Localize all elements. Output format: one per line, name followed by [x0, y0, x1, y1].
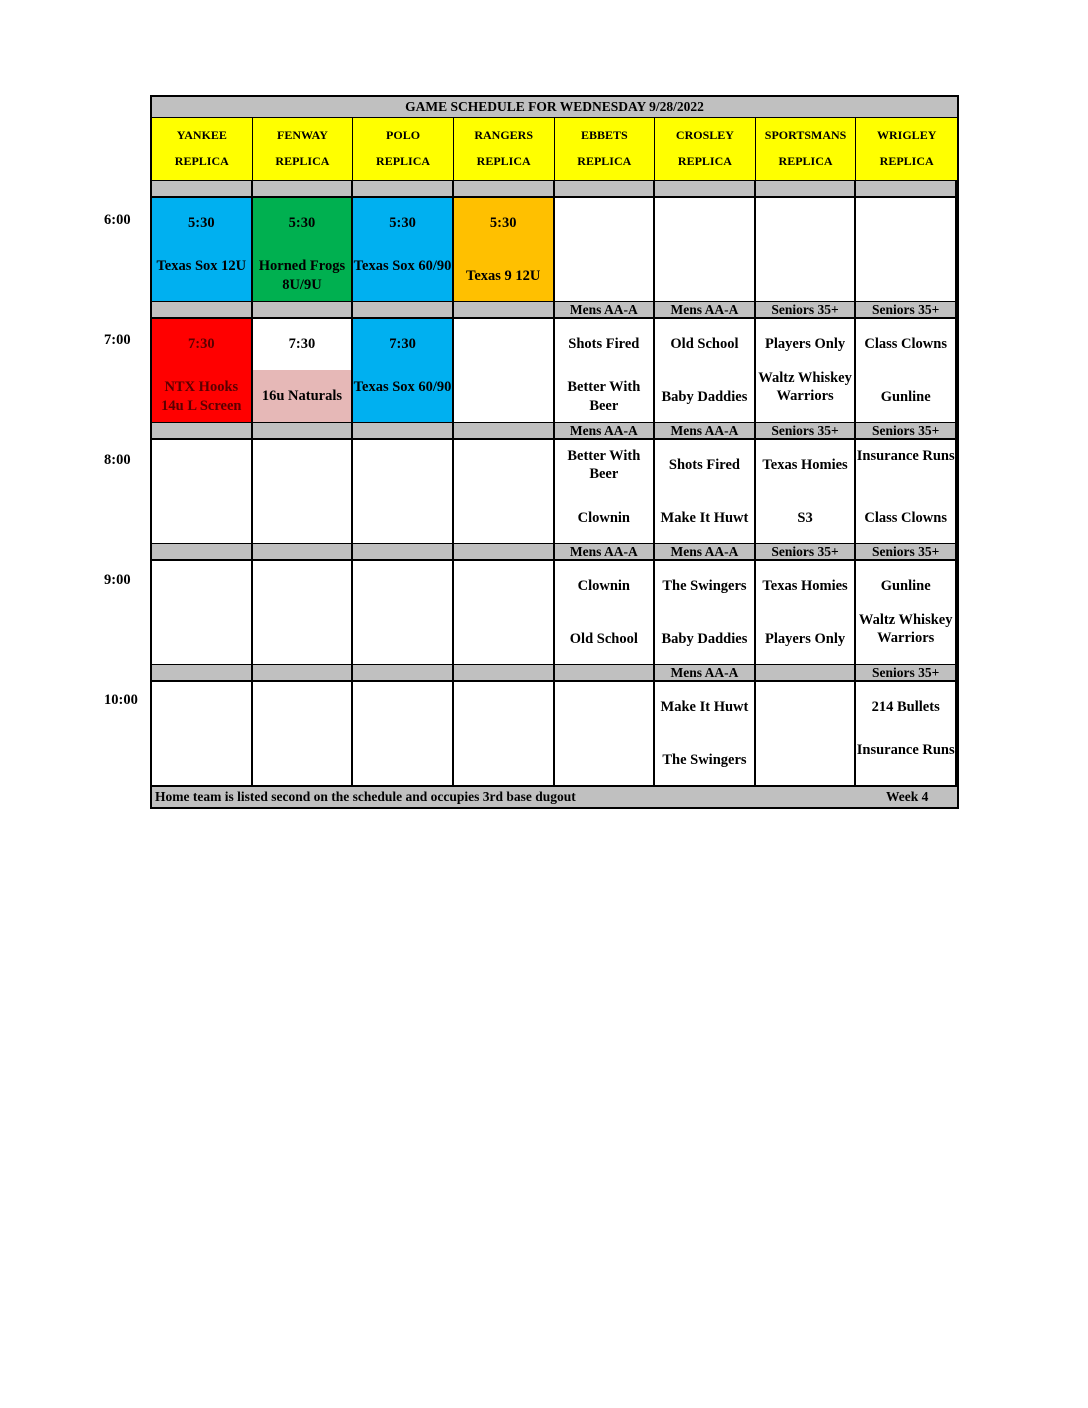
game-bottom-text: 16u Naturals: [261, 388, 343, 404]
field-header-crosley: [655, 118, 756, 180]
division-label: [856, 181, 957, 196]
game-bottom-text: Old School: [569, 631, 638, 647]
division-label: Mens AA-A: [555, 302, 656, 317]
game-top-text: Insurance Runs: [856, 448, 955, 464]
game-cell: [253, 319, 354, 422]
schedule-title: GAME SCHEDULE FOR WEDNESDAY 9/28/2022: [152, 97, 957, 118]
division-row: [152, 664, 957, 682]
game-bottom-text: S3: [797, 510, 813, 526]
week-label: Week 4: [886, 789, 929, 804]
game-cell: [756, 682, 857, 785]
game-bottom-text: Texas Sox 60/90: [353, 258, 452, 274]
game-top-text: Gunline: [880, 578, 931, 594]
field-name: RANGERS: [474, 128, 534, 142]
game-top-text: Old School: [670, 336, 739, 352]
game-bottom-text: Baby Daddies: [661, 389, 748, 405]
game-bottom-text: The Swingers: [662, 752, 747, 768]
division-label: [253, 423, 354, 438]
field-subtitle: REPLICA: [577, 154, 632, 168]
game-bottom-text: Better With Beer: [567, 379, 641, 414]
game-cell: [454, 682, 555, 785]
time-label: 10:00: [104, 692, 138, 708]
division-label: Seniors 35+: [856, 302, 957, 317]
time-slot-row: [152, 561, 957, 664]
field-subtitle: REPLICA: [778, 154, 833, 168]
game-cell: [152, 561, 253, 664]
field-header-ebbets: [555, 118, 656, 180]
game-cell: [655, 440, 756, 543]
division-row: [152, 543, 957, 561]
division-label: [152, 302, 253, 317]
division-label: [454, 423, 555, 438]
game-cell: [152, 198, 253, 301]
division-label: Seniors 35+: [856, 423, 957, 438]
division-label: Seniors 35+: [856, 665, 957, 680]
game-cell: [756, 440, 857, 543]
game-bottom-text: Make It Huwt: [660, 510, 749, 526]
game-cell: [253, 682, 354, 785]
schedule-body: [152, 180, 957, 785]
schedule-sheet: [150, 95, 959, 809]
division-label: [152, 423, 253, 438]
game-cell: [253, 440, 354, 543]
schedule-footer: [152, 785, 957, 807]
field-header-polo: [353, 118, 454, 180]
division-label: [555, 181, 656, 196]
division-label: [756, 665, 857, 680]
schedule-table: [150, 95, 959, 809]
game-bottom-text: Texas Sox 60/90: [353, 379, 452, 395]
game-top-text: Shots Fired: [568, 336, 640, 352]
time-slot-row: [152, 682, 957, 785]
time-label: 6:00: [104, 212, 131, 228]
division-label: [756, 181, 857, 196]
game-bottom-band: [253, 370, 352, 422]
division-label: [353, 544, 454, 559]
game-cell: [856, 682, 957, 785]
game-top-text: 5:30: [288, 215, 316, 231]
division-label: [555, 665, 656, 680]
game-cell: [152, 682, 253, 785]
field-name: POLO: [386, 128, 421, 142]
game-top-text: Texas Homies: [762, 457, 848, 473]
field-subtitle: REPLICA: [376, 154, 431, 168]
game-cell: [555, 319, 656, 422]
game-cell: [353, 561, 454, 664]
field-subtitle: REPLICA: [879, 154, 934, 168]
game-cell: [655, 682, 756, 785]
division-label: Mens AA-A: [655, 302, 756, 317]
game-bottom-text: Waltz Whiskey Warriors: [758, 370, 852, 404]
field-name: WRIGLEY: [877, 128, 937, 142]
game-cell: [253, 198, 354, 301]
game-bottom-text: Waltz Whiskey Warriors: [858, 612, 953, 646]
division-row: [152, 422, 957, 440]
division-label: Seniors 35+: [756, 544, 857, 559]
field-subtitle: REPLICA: [677, 154, 732, 168]
game-cell: [454, 561, 555, 664]
division-label: Mens AA-A: [555, 544, 656, 559]
home-team-note: Home team is listed second on the schedule and occupies 3rd base dugout: [155, 789, 576, 804]
division-label: Mens AA-A: [655, 423, 756, 438]
field-name: YANKEE: [176, 128, 227, 142]
field-subtitle: REPLICA: [174, 154, 229, 168]
game-top-text: Shots Fired: [668, 457, 740, 473]
time-label: 7:00: [104, 332, 131, 348]
game-bottom-text: Baby Daddies: [661, 631, 748, 647]
game-top-text: Class Clowns: [864, 336, 947, 352]
division-label: Seniors 35+: [856, 544, 957, 559]
time-label: 9:00: [104, 572, 131, 588]
game-top-text: 214 Bullets: [871, 699, 940, 715]
game-cell: [555, 198, 656, 301]
division-label: [152, 181, 253, 196]
game-cell: [856, 319, 957, 422]
division-label: Mens AA-A: [655, 544, 756, 559]
game-cell: [555, 440, 656, 543]
game-top-text: 5:30: [489, 215, 517, 231]
game-top-text: 5:30: [188, 215, 215, 231]
time-label: 8:00: [104, 452, 131, 468]
game-top-text: Make It Huwt: [660, 699, 749, 715]
time-slot-row: [152, 319, 957, 422]
game-top-text: Clownin: [577, 578, 630, 594]
field-name: CROSLEY: [675, 128, 734, 142]
game-cell: [152, 319, 253, 422]
division-label: Seniors 35+: [756, 423, 857, 438]
division-label: [454, 181, 555, 196]
division-label: [253, 544, 354, 559]
field-header-rangers: [454, 118, 555, 180]
game-bottom-text: Horned Frogs 8U/9U: [258, 258, 346, 293]
game-cell: [655, 561, 756, 664]
division-label: [152, 665, 253, 680]
field-name: FENWAY: [276, 128, 328, 142]
division-label: [454, 544, 555, 559]
game-cell: [353, 440, 454, 543]
game-top-text: 7:30: [188, 336, 215, 352]
game-top-text: Texas Homies: [762, 578, 848, 594]
game-cell: [253, 561, 354, 664]
division-label: [454, 302, 555, 317]
game-bottom-text: Gunline: [880, 389, 931, 405]
field-header-fenway: [253, 118, 354, 180]
division-label: [253, 181, 354, 196]
game-cell: [454, 319, 555, 422]
time-slot-row: [152, 198, 957, 301]
game-cell: [655, 198, 756, 301]
division-label: [353, 302, 454, 317]
game-cell: [756, 198, 857, 301]
game-cell: [856, 440, 957, 543]
game-bottom-text: Insurance Runs: [856, 742, 955, 758]
game-bottom-text: Texas Sox 12U: [156, 258, 247, 274]
field-subtitle: REPLICA: [476, 154, 531, 168]
game-cell: [555, 561, 656, 664]
game-bottom-text: Players Only: [764, 631, 846, 647]
field-subtitle: REPLICA: [275, 154, 330, 168]
field-name: SPORTSMANS: [764, 128, 847, 142]
game-top-text: The Swingers: [662, 578, 747, 594]
game-cell: [655, 319, 756, 422]
field-name: EBBETS: [580, 128, 628, 142]
game-cell: [353, 682, 454, 785]
game-cell: [454, 198, 555, 301]
game-bottom-text: Class Clowns: [864, 510, 947, 526]
game-cell: [856, 198, 957, 301]
game-cell: [856, 561, 957, 664]
division-label: Seniors 35+: [756, 302, 857, 317]
division-label: [454, 665, 555, 680]
game-cell: [756, 319, 857, 422]
division-label: [253, 665, 354, 680]
division-label: [353, 423, 454, 438]
game-top-text: 7:30: [389, 336, 416, 352]
game-bottom-text: Clownin: [577, 510, 630, 526]
game-cell: [454, 440, 555, 543]
game-cell: [555, 682, 656, 785]
division-label: Mens AA-A: [555, 423, 656, 438]
division-row: [152, 301, 957, 319]
division-label: [353, 181, 454, 196]
field-header-yankee: [152, 118, 253, 180]
division-row: [152, 180, 957, 198]
time-slot-row: [152, 440, 957, 543]
division-label: [353, 665, 454, 680]
game-cell: [353, 319, 454, 422]
game-top-text: 7:30: [288, 336, 316, 352]
game-bottom-text: Texas 9 12U: [465, 268, 541, 284]
division-label: [253, 302, 354, 317]
field-header-wrigley: [856, 118, 957, 180]
game-top-text: Players Only: [764, 336, 846, 352]
game-top-text: 5:30: [389, 215, 416, 231]
game-cell: [152, 440, 253, 543]
division-label: [152, 544, 253, 559]
division-label: [655, 181, 756, 196]
game-cell: [353, 198, 454, 301]
game-bottom-text: NTX Hooks 14u L Screen: [161, 379, 242, 414]
field-header-row: [152, 118, 957, 180]
field-header-sportsmans: [756, 118, 857, 180]
division-label: Mens AA-A: [655, 665, 756, 680]
game-top-text: Better With Beer: [567, 448, 641, 482]
game-cell: [756, 561, 857, 664]
